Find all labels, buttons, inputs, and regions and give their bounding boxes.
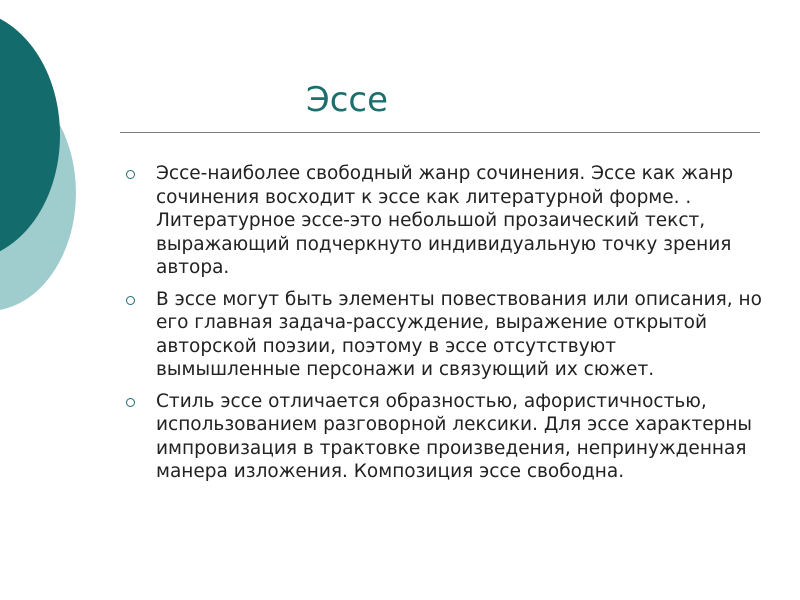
hollow-circle-icon <box>126 170 135 179</box>
hollow-circle-icon <box>126 296 135 305</box>
slide-title: Эссе <box>306 80 389 120</box>
title-divider <box>120 132 760 133</box>
bullet-text: Стиль эссе отличается образностью, афористичностью, использованием разговорной лексики. Для эссе характерны импровизация в трактовке произведения, непринужденная манера изложения. Композиция эссе свободна. <box>156 390 753 482</box>
bullet-text: Эссе-наиболее свободный жанр сочинения. Эссе как жанр сочинения восходит к эссе как литературной форме. . Литературное эссе-это небольшой прозаический текст, выражающий подчеркнуто индивидуальную точку зрения автора. <box>156 163 734 278</box>
bullet-item <box>126 162 766 280</box>
bullet-list <box>126 162 766 492</box>
bullet-text: В эссе могут быть элементы повествования или описания, но его главная задача-рассуждение, выражение открытой авторской поэзии, поэтому в эссе отсутствуют вымышленные персонажи и связующий их сюжет. <box>156 288 762 380</box>
hollow-circle-icon <box>126 398 135 407</box>
bullet-item <box>126 288 766 382</box>
bullet-item <box>126 390 766 484</box>
